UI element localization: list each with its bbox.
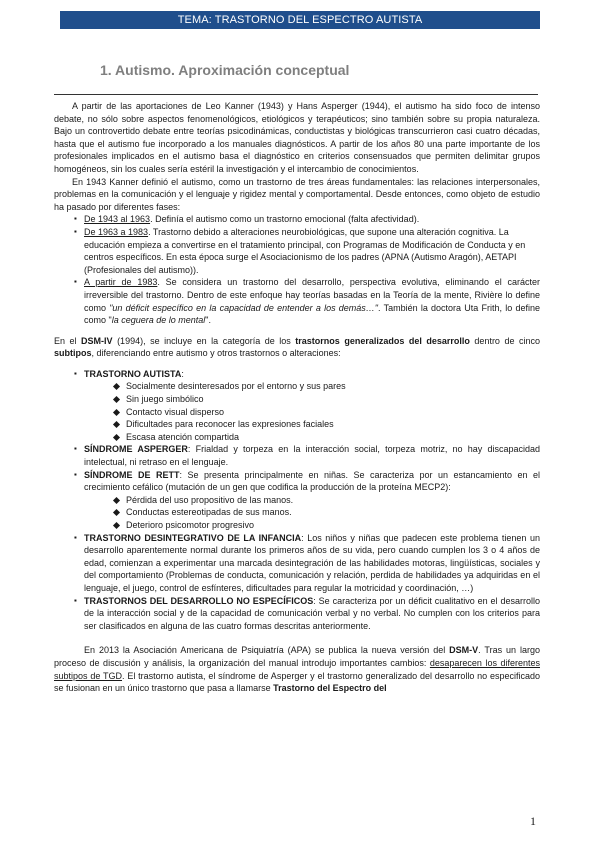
trait-item: Contacto visual disperso [112, 406, 540, 419]
trait-item: Escasa atención compartida [112, 431, 540, 444]
disorder-autista: ▪ TRASTORNO AUTISTA: Socialmente desinteresados por el entorno y sus pares Sin juego simbólico Contacto visual disperso Dificultades para reconocer las expresiones faciales Escasa atención compartida [74, 368, 540, 444]
disorder-rett: ▪ SÍNDROME DE RETT: Se presenta principalmente en niñas. Se caracteriza por un estancamiento en el crecimiento cefálico (mutación de un gen que codifica la producción de la proteína MECP2): Pérdida del uso propositivo de las manos. Conductas estereotipadas de sus manos. Deterioro psicomotor progresivo [74, 469, 540, 532]
page-number: 1 [530, 814, 536, 828]
document-body [54, 100, 540, 695]
topic-banner: TEMA: TRASTORNO DEL ESPECTRO AUTISTA [60, 11, 540, 29]
dsm-v-paragraph: En 2013 la Asociación Americana de Psiquiatría (APA) se publica la nueva versión del DSM-V. Tras un largo proceso de discusión y análisis, la organización del manual introdujo importantes cambios: desaparecen los diferentes subtipos de TGD. El trastorno autista, el síndrome de Asperger y el trastorno generalizado del desarrollo no especificado se fusionan en un único trastorno que pasa a llamarse Trastorno del Espectro del [54, 645, 541, 694]
heading-rule [54, 94, 538, 95]
trait-item: Conductas estereotipadas de sus manos. [112, 506, 540, 519]
kanner-paragraph: En 1943 Kanner definió el autismo, como un trastorno de tres áreas fundamentales: las relaciones interpersonales, problemas en la comunicación y el lenguaje y rigidez mental y comportamental. Desde entonces, como objeto de estudio ha pasado por diferentes fases: [54, 176, 540, 212]
section-heading: 1. Autismo. Aproximación conceptual [100, 62, 350, 78]
intro-paragraph: A partir de las aportaciones de Leo Kanner (1943) y Hans Asperger (1944), el autismo ha sido foco de intenso debate, no sólo sobre aspectos fenomenológicos, etiológicos y terapéuticos; sino también sobre su propia naturaleza. Bajo un controvertido debate entre teorías psicodinámicas, conductistas y biológicas transcurrieron casi cuatro décadas, hasta que el autismo fue incorporado a los manuales diagnósticos. A partir de los años 80 una parte importante de los profesionales implicados en el autismo basa el diagnóstico en criterios consensuados que permiten delimitar grupos homogéneos, sin los cuales sería estéril la investigación y el intercambio de conocimientos. [54, 101, 540, 174]
disorder-no-especificos: ▪ TRASTORNOS DEL DESARROLLO NO ESPECÍFICOS: Se caracteriza por un déficit cualitativo en el desarrollo de la interacción social y de la capacidad de comunicación verbal y no verbal. No cumplen con los criterios para ser clasificados en alguna de las cuatro formas descritas anteriormente. [74, 595, 540, 633]
trait-item: Dificultades para reconocer las expresiones faciales [112, 418, 540, 431]
phase-item: ▪ A partir de 1983. Se considera un trastorno del desarrollo, perspectiva evolutiva, eliminando el carácter irreversible del trastorno. Dentro de este enfoque hay teorías basadas en la Teoría de la mente, Rivière lo define como "un déficit específico en la capacidad de entender a los demás…". También la doctora Uta Frith, lo define como "la ceguera de lo mental". [74, 276, 540, 326]
phases-list [74, 213, 540, 326]
disorders-list [74, 368, 540, 632]
trait-item: Socialmente desinteresados por el entorno y sus pares [112, 380, 540, 393]
trait-item: Pérdida del uso propositivo de las manos. [112, 494, 540, 507]
rett-traits [112, 494, 540, 532]
disorder-asperger: ▪ SÍNDROME ASPERGER: Frialdad y torpeza en la interacción social, torpeza motriz, no hay discapacidad intelectual, ni retraso en el lenguaje. [74, 443, 540, 468]
trait-item: Sin juego simbólico [112, 393, 540, 406]
phase-item: ▪ De 1943 al 1963. Definía el autismo como un trastorno emocional (falta afectividad). [74, 213, 540, 226]
trait-item: Deterioro psicomotor progresivo [112, 519, 540, 532]
phase-item: ▪ De 1963 a 1983. Trastorno debido a alteraciones neurobiológicas, que supone una alteración cognitiva. La educación empieza a convertirse en el tratamiento principal, con Programas de Modificación de Conducta y en centros específicos. En esta época surge el Asociacionismo de los padres (APNA (Autismo Aragón), AETAPI (Profesionales del autismo)). [74, 226, 540, 276]
disorder-desintegrativo: ▪ TRASTORNO DESINTEGRATIVO DE LA INFANCIA: Los niños y niñas que padecen este problema tienen un desarrollo aparentemente normal durante los primeros años de su vida, pero cuando cumplen los 3 o 4 años de edad, comienzan a experimentar una marcada desintegración de las habilidades motoras, lingüísticas, sociales y del comportamiento (Problemas de conducta, comunicación y relación, perdida de habilidades ya adquiridas en el lenguaje, el juego, control de esfínteres, dificultades para regular la motricidad y coordinación, …) [74, 532, 540, 595]
autista-traits [112, 380, 540, 443]
dsm-iv-paragraph: En el DSM-IV (1994), se incluye en la categoría de los trastornos generalizados del desarrollo dentro de cinco subtipos, diferenciando entre autismo y otros trastornos o alteraciones: [54, 335, 540, 359]
